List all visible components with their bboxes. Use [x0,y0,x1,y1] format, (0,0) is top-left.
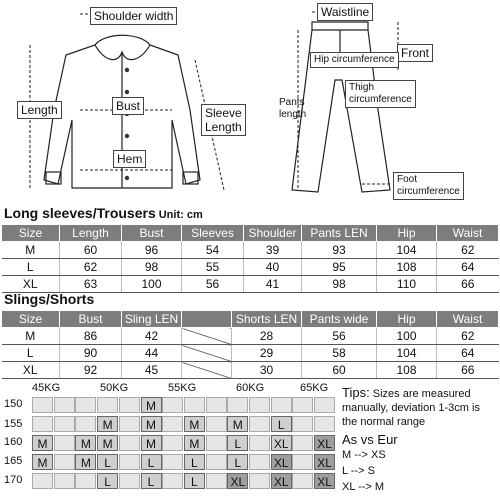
size-grid-cell: M [75,435,96,451]
size-grid-cell: L [227,435,248,451]
size-conversion-item: XL --> M [342,481,385,493]
size-grid-cell [292,435,313,451]
table-row [2,362,499,379]
size-grid-cell [162,454,183,470]
table1-title-text: Long sleeves/Trousers [4,205,156,221]
size-grid-cell: L [271,416,292,432]
table-cell: 44 [122,345,182,362]
size-grid-cell [54,397,75,413]
size-grid-cell [119,435,140,451]
table-cell: 95 [302,259,377,276]
table-cell: 110 [377,276,437,293]
size-grid-cell: XL [314,435,335,451]
size-grid-cell [119,473,140,489]
hem-label: Hem [113,150,146,168]
size-grid-cell: XL [271,454,292,470]
size-conversion-item: M --> XS [342,449,386,461]
size-grid-cell [206,473,227,489]
size-grid-cell: L [97,454,118,470]
size-grid-cell: M [75,454,96,470]
size-grid-cell [292,416,313,432]
waistline-label: Waistline [317,3,373,21]
header-cell: Waist [437,311,499,328]
size-grid-cell [119,416,140,432]
header-cell: Shoulder [244,225,302,242]
weight-label: 45KG [32,382,61,394]
size-grid-cell [271,397,292,413]
size-grid-cell [206,397,227,413]
size-grid-cell: M [141,416,162,432]
thigh-circumference-label: Thigh circumference [345,80,416,108]
table-cell: 62 [437,328,499,345]
table-cell: 66 [437,362,499,379]
table-cell: 104 [377,345,437,362]
table-cell: M [2,242,60,259]
size-grid-cell: M [141,435,162,451]
table-cell: 108 [377,259,437,276]
table-cell: 100 [377,328,437,345]
sleeve-length-label: Sleeve Length [201,104,246,136]
measure-lines [30,12,398,190]
size-grid-cell [162,435,183,451]
table-cell: 98 [302,276,377,293]
size-grid-cell [249,473,270,489]
size-grid-cell: M [97,435,118,451]
header-cell: Sleeves [182,225,244,242]
table-cell: 64 [437,259,499,276]
height-label: 155 [4,418,23,430]
header-cell: Pants LEN [302,225,377,242]
header-cell: Length [60,225,122,242]
size-grid-cell [54,454,75,470]
size-grid-cell [249,416,270,432]
size-grid-cell [75,473,96,489]
table-cell: 108 [377,362,437,379]
header-cell [182,311,232,328]
table-cell: 42 [122,328,182,345]
size-grid-cell: M [227,416,248,432]
size-grid-cell [119,397,140,413]
table-cell: 93 [302,242,377,259]
size-grid-cell [206,435,227,451]
empty-slash-cell [182,328,232,345]
size-grid-cell [162,397,183,413]
height-label: 160 [4,436,23,448]
size-grid-cell [227,397,248,413]
height-label: 165 [4,455,23,467]
hip-circumference-label: Hip circumference [310,52,399,68]
size-grid-cell [97,397,118,413]
table-cell: 55 [182,259,244,276]
size-grid-cell [292,397,313,413]
header-cell: Bust [60,311,122,328]
table-header-row [2,311,499,328]
table-cell: 45 [122,362,182,379]
size-grid-cell [314,416,335,432]
table-cell: XL [2,362,60,379]
header-cell: Waist [437,225,499,242]
table-cell: 104 [377,242,437,259]
size-grid-cell [75,416,96,432]
foot-circumference-label: Foot circumference [393,172,464,200]
table-cell: 86 [60,328,122,345]
weight-label: 50KG [100,382,129,394]
header-cell: Pants wide [302,311,377,328]
size-grid-cell: M [32,435,53,451]
height-label: 150 [4,398,23,410]
table-cell: M [2,328,60,345]
table-cell: 56 [182,276,244,293]
size-grid-cell: M [141,397,162,413]
size-grid-cell: L [227,454,248,470]
size-grid-cell [54,435,75,451]
table-cell: 40 [244,259,302,276]
size-grid-cell [54,416,75,432]
table-row [2,345,499,362]
shoulder-width-label: Shoulder width [90,7,177,25]
table-cell: 92 [60,362,122,379]
header-cell: Sling LEN [122,311,182,328]
table-cell: 56 [302,328,377,345]
header-cell: Size [2,311,60,328]
table1-title [4,205,203,221]
table-cell: 62 [60,259,122,276]
size-grid-cell: M [184,435,205,451]
size-grid-cell [292,473,313,489]
table-cell: 62 [437,242,499,259]
table-cell: 98 [122,259,182,276]
height-label: 170 [4,474,23,486]
header-cell: Hip [377,311,437,328]
header-cell: Bust [122,225,182,242]
table-cell: 29 [232,345,302,362]
size-grid-cell [184,397,205,413]
tips-note [342,386,498,429]
weight-label: 60KG [236,382,265,394]
weight-label: 65KG [300,382,329,394]
empty-slash-cell [182,362,232,379]
table-row [2,242,499,259]
table-cell: 41 [244,276,302,293]
tips-heading: Tips: [342,385,370,400]
size-grid-cell: L [141,473,162,489]
front-label: Front [397,44,433,62]
table-cell: 39 [244,242,302,259]
table-cell: 60 [302,362,377,379]
table-header-row [2,225,499,242]
table-cell: 58 [302,345,377,362]
size-grid-cell: XL [314,454,335,470]
size-grid-cell [75,397,96,413]
table-row [2,328,499,345]
table2-title: Slings/Shorts [4,291,95,307]
size-grid-cell: XL [227,473,248,489]
length-label: Length [17,101,62,119]
table-row [2,276,499,293]
bust-label: Bust [112,97,144,115]
table-cell: L [2,259,60,276]
size-grid-cell: XL [271,435,292,451]
size-grid-cell [249,397,270,413]
size-grid-cell [249,435,270,451]
table-cell: 28 [232,328,302,345]
size-grid-cell [162,473,183,489]
table-cell: 63 [60,276,122,293]
size-grid-cell [292,454,313,470]
table-cell: 64 [437,345,499,362]
size-grid-cell [162,416,183,432]
size-grid-cell [249,454,270,470]
table-cell: 60 [60,242,122,259]
size-grid-cell: L [141,454,162,470]
table-cell: 90 [60,345,122,362]
size-grid-cell: L [184,473,205,489]
size-grid-cell: M [97,416,118,432]
size-grid-cell [314,397,335,413]
table-cell: 30 [232,362,302,379]
table-cell: 66 [437,276,499,293]
table-cell: 100 [122,276,182,293]
size-grid-cell [32,397,53,413]
size-grid-cell: XL [314,473,335,489]
size-grid-cell [206,416,227,432]
size-grid-cell [54,473,75,489]
tips-text: Sizes are measured manually, deviation 1-3cm is the normal range [342,388,480,428]
table-cell: L [2,345,60,362]
table1-unit: Unit: cm [158,209,203,221]
size-grid-cell: L [184,454,205,470]
size-grid-cell: XL [271,473,292,489]
pants-length-label: Pants length [279,97,307,120]
size-grid-cell: M [184,416,205,432]
size-grid-cell [206,454,227,470]
header-cell: Hip [377,225,437,242]
size-diagram [0,0,500,205]
size-grid-cell: M [32,454,53,470]
size-grid-cell [119,454,140,470]
size-conversion-item: L --> S [342,465,375,477]
table-cell: 54 [182,242,244,259]
table-row [2,259,499,276]
weight-label: 55KG [168,382,197,394]
size-grid-cell: L [97,473,118,489]
size-grid-cell [32,473,53,489]
as-vs-eur-heading: As vs Eur [342,432,398,447]
empty-slash-cell [182,345,232,362]
table-cell: 96 [122,242,182,259]
long-sleeves-trousers-table [1,224,499,293]
table-cell: XL [2,276,60,293]
header-cell: Size [2,225,60,242]
slings-shorts-table [1,310,499,379]
size-grid-cell [32,416,53,432]
header-cell: Shorts LEN [232,311,302,328]
